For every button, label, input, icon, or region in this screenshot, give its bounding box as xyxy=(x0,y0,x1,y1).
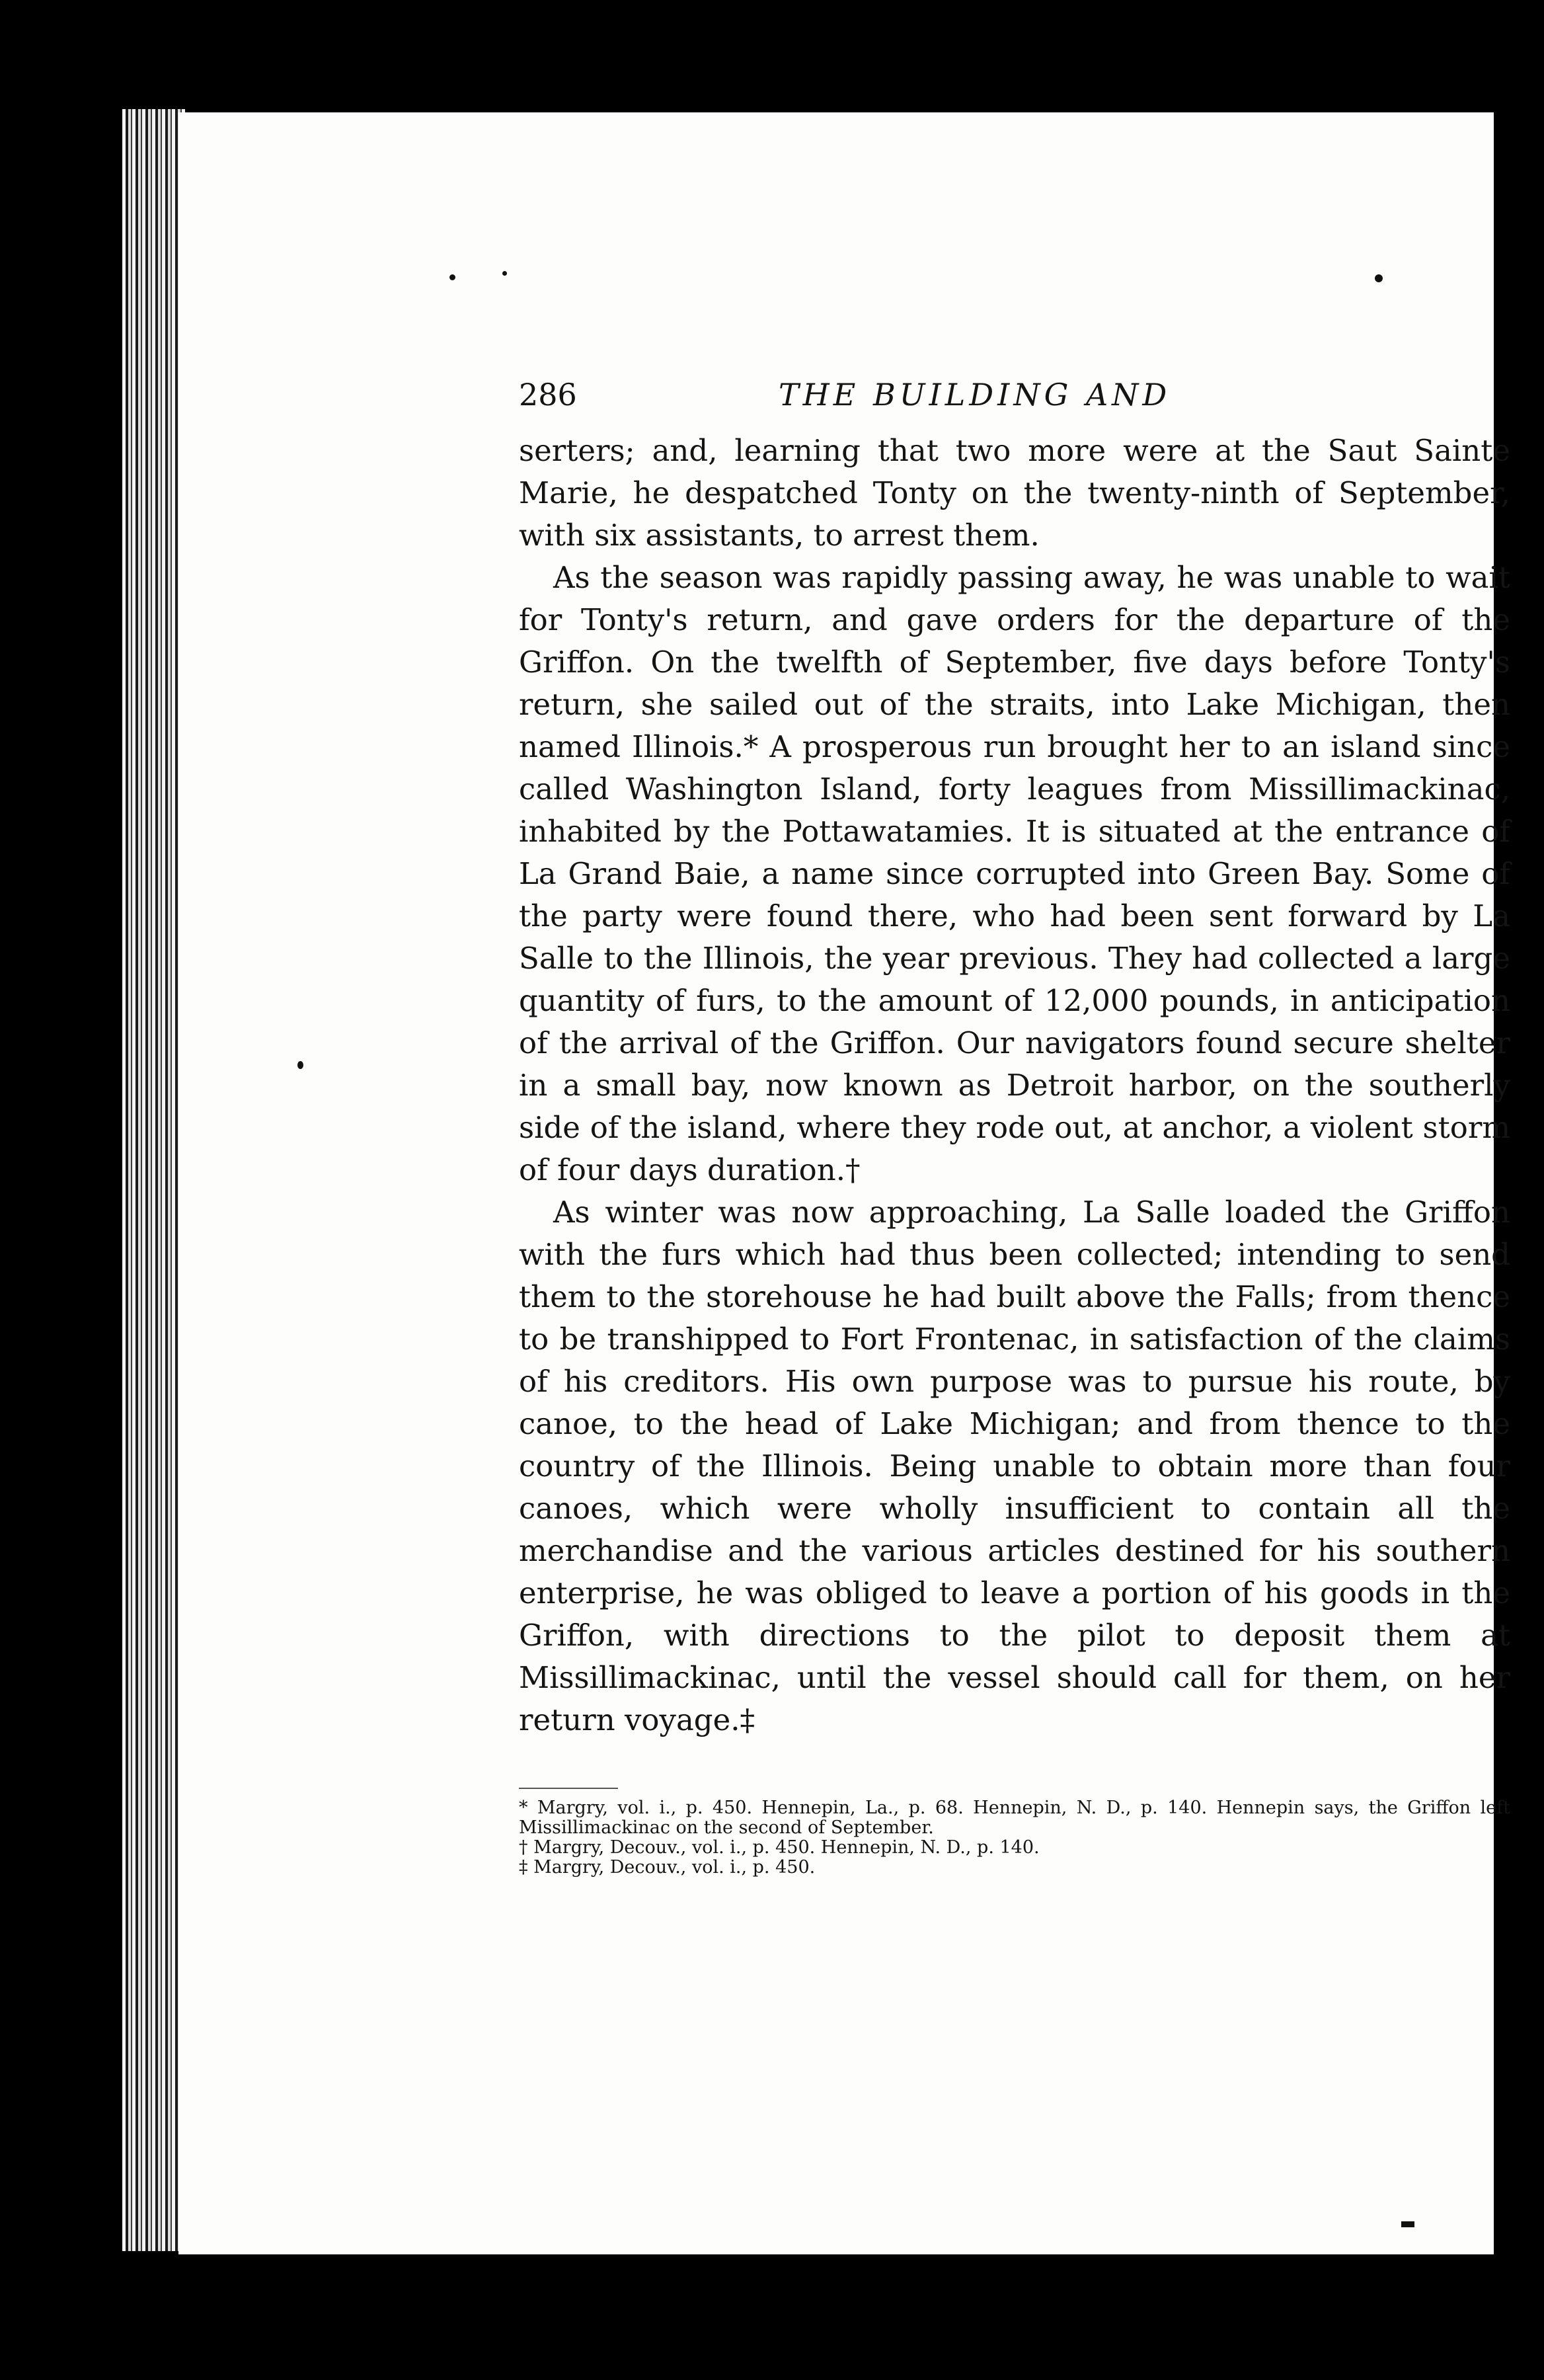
footnotes xyxy=(519,1798,1510,1878)
book-page xyxy=(178,112,1510,2254)
paragraph: As the season was rapidly passing away, he was unable to wait for Tonty's return, and gave orders for the departure of the Griffon. On the twelfth of September, five days before Tonty's return, she sailed out of the straits, into Lake Michigan, then named Illinois.* A prosperous run brought her to an island since called Washington Island, forty leagues from Missillimackinac, inhabited by the Pottawatamies. It is situated at the entrance of La Grand Baie, a name since corrupted into Green Bay. Some of the party were found there, who had been sent forward by La Salle to the Illinois, the year previous. They had collected a large quantity of furs, to the amount of 12,000 pounds, in anticipation of the arrival of the Griffon. Our navigators found secure shelter in a small bay, now known as Detroit harbor, on the southerly side of the island, where they rode out, at anchor, a violent storm of four days duration.† xyxy=(519,560,1510,1187)
footnote-rule xyxy=(519,1788,618,1789)
paragraph: serters; and, learning that two more were at the Saut Sainte Marie, he despatched Tonty on the twenty-ninth of September, with six assistants, to arrest them. xyxy=(519,433,1510,553)
ink-speck xyxy=(449,274,455,280)
page-content xyxy=(519,377,1510,1878)
footnote: * Margry, vol. i., p. 450. Hennepin, La., p. 68. Hennepin, N. D., p. 140. Hennepin says, the Griffon left Missillimackinac on the second of September. xyxy=(519,1798,1510,1838)
footnote: ‡ Margry, Decouv., vol. i., p. 450. xyxy=(519,1857,816,1878)
ink-speck xyxy=(1375,274,1383,282)
ink-speck xyxy=(502,271,507,276)
ink-speck xyxy=(1401,2221,1414,2227)
ink-speck xyxy=(297,1061,303,1069)
page-header xyxy=(519,377,1510,430)
body-text xyxy=(519,430,1510,1741)
page-number: 286 xyxy=(519,377,577,413)
footnote: † Margry, Decouv., vol. i., p. 450. Hennepin, N. D., p. 140. xyxy=(519,1837,1040,1858)
paragraph: As winter was now approaching, La Salle loaded the Griffon with the furs which had thus been collected; intending to send them to the storehouse he had built above the Falls; from thence to be transhipped to Fort Frontenac, in satisfaction of the claims of his creditors. His own purpose was to pursue his route, by canoe, to the head of Lake Michigan; and from thence to the country of the Illinois. Being unable to obtain more than four canoes, which were wholly insufficient to contain all the merchandise and the various articles destined for his southern enterprise, he was obliged to leave a portion of his goods in the Griffon, with directions to the pilot to deposit them at Missillimackinac, until the vessel should call for them, on her return voyage.‡ xyxy=(519,1195,1510,1737)
page-edges xyxy=(122,109,185,2251)
running-title: THE BUILDING AND xyxy=(779,377,1171,413)
